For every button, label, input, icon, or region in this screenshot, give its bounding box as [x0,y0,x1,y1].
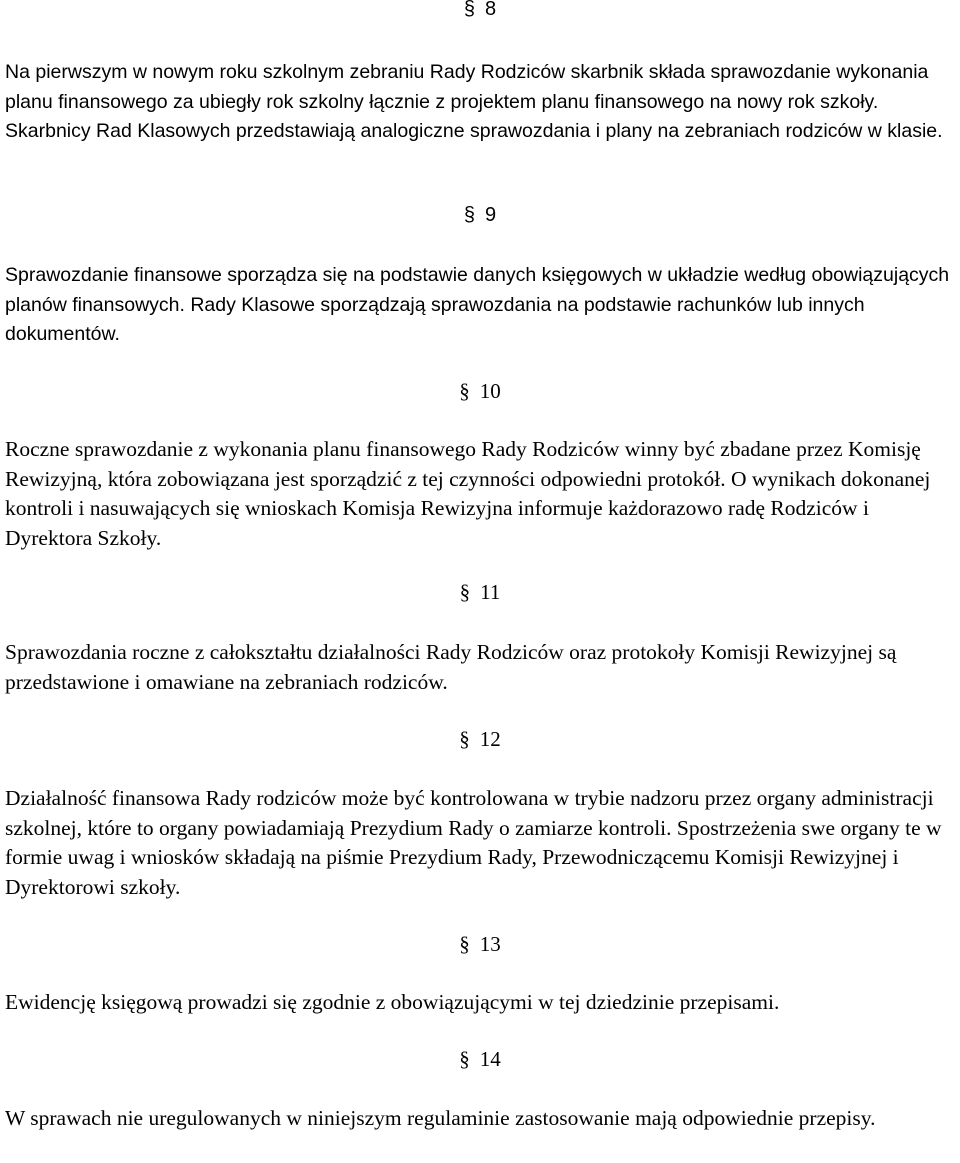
section-number: 8 [485,0,497,20]
section-symbol: § [463,0,475,20]
section-14-text: W sprawach nie uregulowanych w niniejszym regulaminie zastosowanie mają odpowiednie przepisy. [5,1106,876,1130]
section-symbol: § [459,379,470,403]
section-symbol: § [459,1047,470,1071]
section-11-text: Sprawozdania roczne z całokształtu działalności Rady Rodziców oraz protokoły Komisji Rewizyjnej są przedstawione i omawiane na zebraniach rodziców. [5,640,897,694]
section-12-text: Działalność finansowa Rady rodziców może być kontrolowana w trybie nadzoru przez organy administracji szkolnej, które to organy powiadamiają Prezydium Rady o zamiarze kontroli. Spostrzeżenia swe organy te w formie uwag i wniosków składają na piśmie Prezydium Rady, Przewodniczącemu Komisji Rewizyjnej i Dyrektorowi szkoły. [5,786,942,899]
section-heading-10 [0,379,960,404]
section-symbol: § [459,727,470,751]
section-heading-9 [0,204,960,227]
section-symbol: § [463,204,475,226]
section-symbol: § [459,580,471,604]
section-number: 14 [479,1047,501,1071]
section-heading-11 [0,580,960,605]
section-symbol: § [459,932,470,956]
section-9-text: Sprawozdanie finansowe sporządza się na podstawie danych księgowych w układzie według obowiązujących planów finansowych. Rady Klasowe sporządzają sprawozdania na podstawie rachunków lub innych dokumentów. [5,264,950,345]
section-8-text: Na pierwszym w nowym roku szkolnym zebraniu Rady Rodziców skarbnik składa sprawozdanie wykonania planu finansowego za ubiegły rok szkolny łącznie z projektem planu finansowego na nowy rok szkoły. Skarbnicy Rad Klasowych przedstawiają analogiczne sprawozdania i plany na zebraniach rodziców w klasie. [5,61,943,142]
section-number: 13 [479,932,501,956]
section-heading-13 [0,932,960,957]
section-number: 12 [479,727,501,751]
section-13-text: Ewidencję księgową prowadzi się zgodnie z obowiązującymi w tej dziedzinie przepisami. [5,990,780,1014]
section-heading-8 [0,0,960,21]
section-heading-12 [0,727,960,752]
section-number: 11 [480,580,501,604]
section-number: 9 [485,204,497,226]
section-number: 10 [479,379,501,403]
section-10-text: Roczne sprawozdanie z wykonania planu finansowego Rady Rodziców winny być zbadane przez Komisję Rewizyjną, która zobowiązana jest sporządzić z tej czynności odpowiedni protokół. O wynikach dokonanej kontroli i nasuwających się wnioskach Komisja Rewizyjna informuje każdorazowo radę Rodziców i Dyrektora Szkoły. [5,437,931,550]
section-heading-14 [0,1047,960,1072]
